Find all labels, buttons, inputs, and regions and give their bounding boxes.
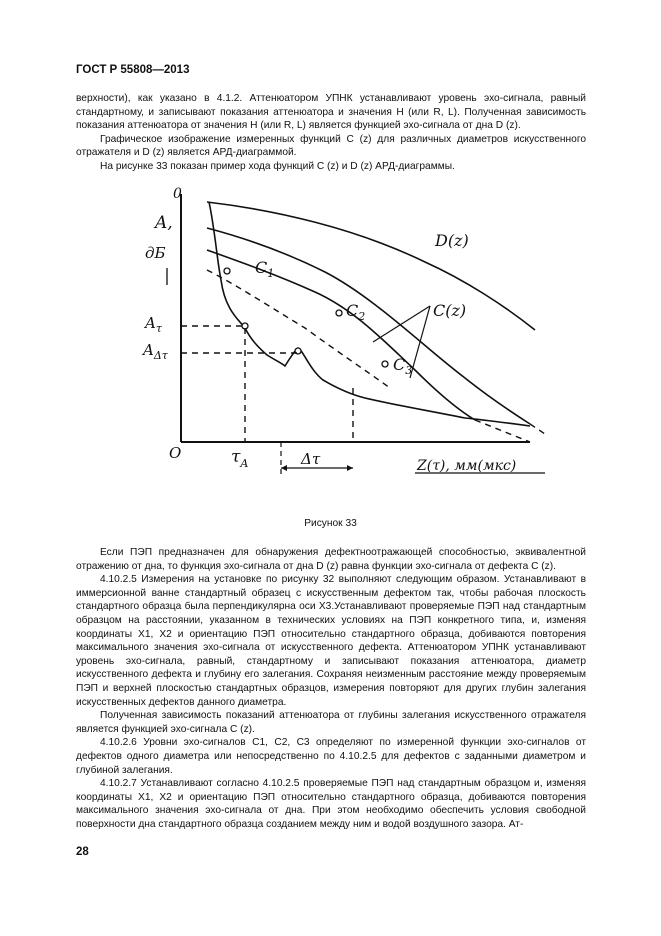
arrow-right [347, 465, 353, 471]
origin-top-label: 0 [173, 186, 182, 202]
curve-c2-dash [475, 420, 530, 442]
y-axis-label-db: дБ [145, 244, 166, 262]
text-block-top [76, 92, 586, 174]
text-block-bottom [76, 546, 586, 831]
paragraph: Если ПЭП предназначен для обнаружения дефектноотражающей способностью, эквивалентной отражению от дна, то функция эхо-сигнала от дна D (z) равна функции эхо-сигнала от дефекта C (z). [76, 547, 586, 572]
document-header: ГОСТ Р 55808—2013 [76, 64, 190, 76]
arrow-left [281, 465, 287, 471]
paragraph: 4.10.2.7 Устанавливают согласно 4.10.2.5 проверяемые ПЭП над стандартным образцом и, изменяя координаты X1, X2 и ориентацию ПЭП относительно стандартного образца, добиваются повторения максимального значения эхо-сигнала от дна. При этом необходимо обеспечить условия свободной поверхности дна стандартного образца созданием между ним и водой воздушного зазора. Ат- [76, 778, 586, 830]
origin-bottom-label: O [169, 444, 182, 462]
y-axis-label-a: A, [155, 213, 173, 233]
marker-c1 [224, 268, 230, 274]
label-a-tau: $A_\tau$ [145, 314, 162, 335]
paragraph: На рисунке 33 показан пример хода функций C (z) и D (z) АРД-диаграммы. [100, 160, 455, 172]
label-delta-tau: Δτ [301, 450, 321, 468]
paragraph: верхности), как указано в 4.1.2. Аттенюатором УПНК устанавливают уровень эхо-сигнала, равный стандартному, и записывают показания аттенюатора и значения H (или R, L). Полученная зависимость показания аттенюатора от значения H (или R, L) является функцией эхо-сигнала от дна D (z). [76, 93, 586, 132]
label-tau-a: $\tau_A$ [231, 447, 249, 470]
curve-c2 [207, 250, 475, 420]
paragraph: 4.10.2.6 Уровни эхо-сигналов C1, C2, C3 определяют по измеренной функции эхо-сигналов от дефектов одного диаметра или непосредственно по 4.10.2.5 для дефектов с заданными диаметром и глубиной залегания. [76, 737, 586, 776]
label-d-z: D(z) [435, 231, 469, 250]
marker-c3 [382, 361, 388, 367]
page-number: 28 [76, 846, 89, 858]
curve-c1-dash [530, 424, 545, 434]
marker-c2 [336, 310, 342, 316]
label-c1: $C_1$ [255, 258, 275, 280]
guide-a-tau [181, 326, 245, 442]
label-a-dtau: $A_{\Delta\tau}$ [143, 341, 168, 362]
label-c2: $C_2$ [346, 301, 366, 323]
label-c-z: C(z) [433, 301, 467, 320]
paragraph: 4.10.2.5 Измерения на установке по рисунку 32 выполняют следующим образом. Устанавливают в иммерсионной ванне стандартный образец с искусственным дефектом так, чтобы рабочая плоскость стандартного образца была перпендикулярна оси X3.Устанавливают проверяемые ПЭП над стандартным образцом на расстоянии, указанном в технических условиях на ПЭП конкретного типа, и, изменяя координаты X1, X2 и ориентацию ПЭП относительно стандартного образца, добиваются повторения максимального значения эхо-сигнала от искусственного дефекта. Аттенюатором УПНК устанавливают уровень эхо-сигнала, равный, стандартному и записывают показания аттенюатора, диаметр искусственного дефекта и глубину его залегания. Сохраняя неизменным расстояние между проверяемым ПЭП и верхней плоскостью стандартных образцов, измерения повторяют для других глубин залегания искусственных дефектов данного диаметра. [76, 574, 586, 708]
figure-caption: Рисунок 33 [304, 518, 357, 529]
label-c3: $C_3$ [393, 355, 413, 377]
ard-diagram-figure [135, 180, 555, 500]
paragraph: Графическое изображение измеренных функций C (z) для различных диаметров искусственного отражателя и D (z) является АРД-диаграммой. [76, 133, 586, 159]
x-axis-label: Z(τ), мм(мкс) [417, 458, 517, 474]
paragraph: Полученная зависимость показаний аттенюатора от глубины залегания искусственного отражателя является функцией эхо-сигнала C (z). [76, 710, 586, 735]
curve-c3-dash [207, 270, 390, 388]
echo-signal-trace [209, 202, 530, 426]
